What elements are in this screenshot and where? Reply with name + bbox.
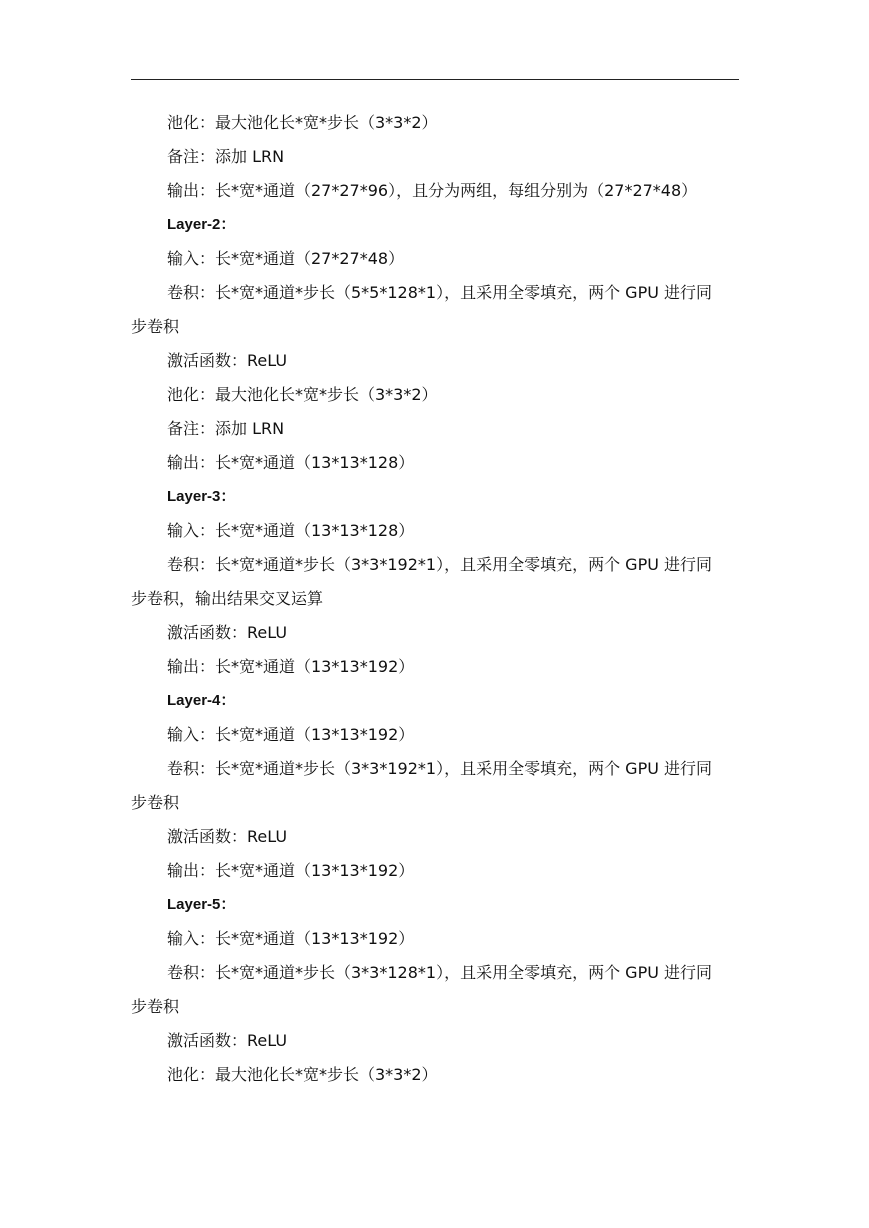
document-line: 激活函数：ReLU (167, 827, 288, 846)
document-line: 激活函数：ReLU (167, 1031, 288, 1050)
document-line: 输出：长*宽*通道（27*27*96），且分为两组，每组分别为（27*27*48） (167, 181, 698, 200)
document-line: 卷积：长*宽*通道*步长（5*5*128*1），且采用全零填充，两个 GPU 进行同 (167, 283, 713, 302)
document-line: 输入：长*宽*通道（13*13*192） (167, 929, 415, 948)
document-line: 步卷积 (131, 997, 180, 1016)
document-line: 输入：长*宽*通道（13*13*192） (167, 725, 415, 744)
layer-heading: Layer-4： (167, 692, 236, 709)
layer-heading: Layer-2： (167, 216, 236, 233)
document-line: 输出：长*宽*通道（13*13*192） (167, 861, 415, 880)
document-line: 池化：最大池化长*宽*步长（3*3*2） (167, 113, 438, 132)
document-line: 卷积：长*宽*通道*步长（3*3*192*1），且采用全零填充，两个 GPU 进行同 (167, 759, 713, 778)
document-line: 池化：最大池化长*宽*步长（3*3*2） (167, 1065, 438, 1084)
document-line: 输入：长*宽*通道（27*27*48） (167, 249, 405, 268)
document-line: 步卷积，输出结果交叉运算 (131, 589, 324, 608)
document-line: 步卷积 (131, 317, 180, 336)
document-line: 卷积：长*宽*通道*步长（3*3*192*1），且采用全零填充，两个 GPU 进行同 (167, 555, 713, 574)
document-line: 输出：长*宽*通道（13*13*192） (167, 657, 415, 676)
document-line: 备注：添加 LRN (167, 147, 285, 166)
document-body (131, 106, 741, 1092)
document-line: 激活函数：ReLU (167, 351, 288, 370)
document-line: 步卷积 (131, 793, 180, 812)
document-line: 激活函数：ReLU (167, 623, 288, 642)
document-line: 备注：添加 LRN (167, 419, 285, 438)
layer-heading: Layer-5： (167, 896, 236, 913)
layer-heading: Layer-3： (167, 488, 236, 505)
header-rule (131, 79, 739, 80)
document-line: 池化：最大池化长*宽*步长（3*3*2） (167, 385, 438, 404)
document-line: 卷积：长*宽*通道*步长（3*3*128*1），且采用全零填充，两个 GPU 进行同 (167, 963, 713, 982)
document-line: 输入：长*宽*通道（13*13*128） (167, 521, 415, 540)
document-line: 输出：长*宽*通道（13*13*128） (167, 453, 415, 472)
